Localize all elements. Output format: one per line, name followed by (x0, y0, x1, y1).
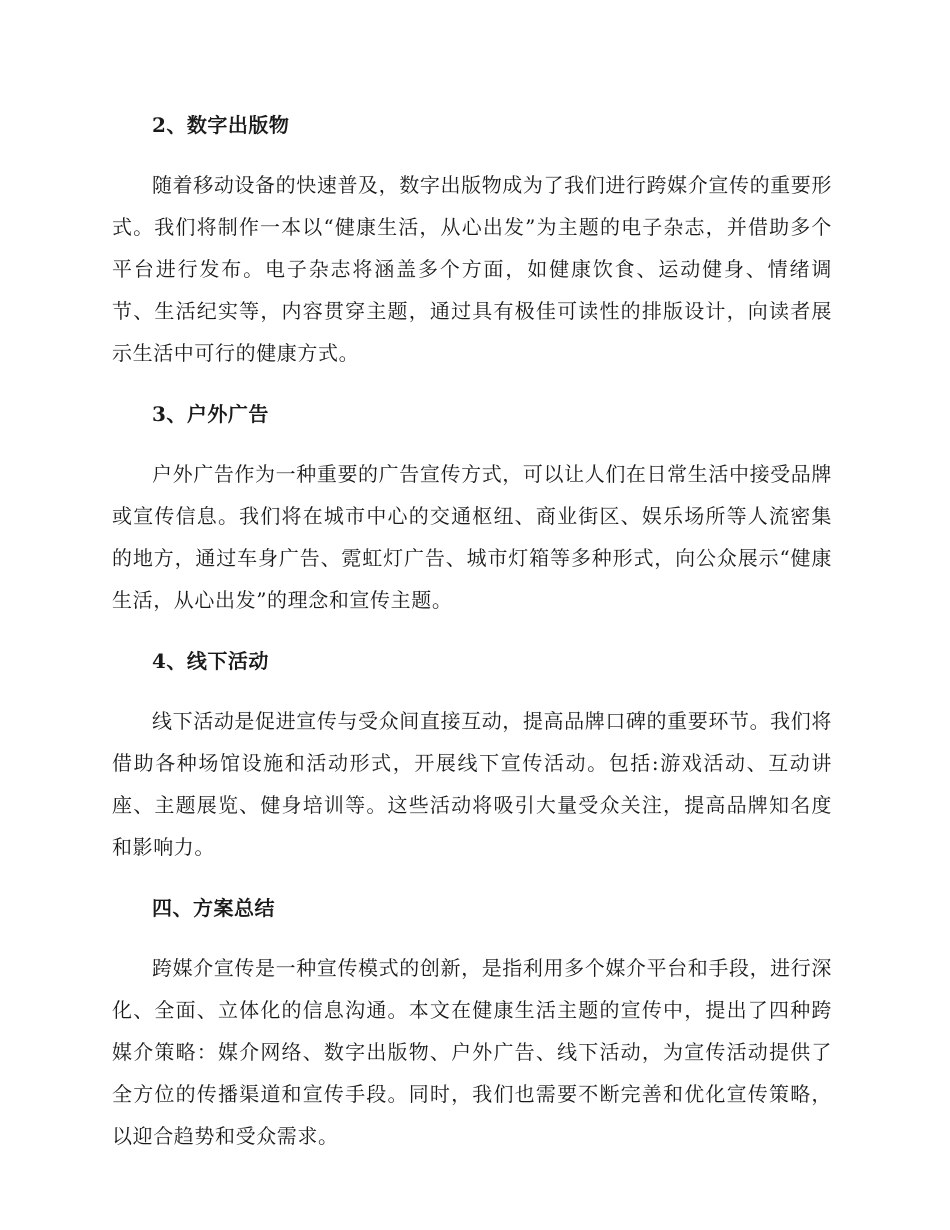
section-digital-publications (112, 104, 832, 374)
section-outdoor-advertising (112, 393, 832, 621)
section-heading: 3、户外广告 (152, 402, 269, 426)
section-plan-summary (112, 887, 832, 1157)
section-heading: 4、线下活动 (152, 649, 269, 673)
section-heading: 2、数字出版物 (152, 113, 290, 137)
section-heading: 四、方案总结 (152, 896, 275, 920)
section-paragraph: 跨媒介宣传是一种宣传模式的创新，是指利用多个媒介平台和手段，进行深化、全面、立体化的信息沟通。本文在健康生活主题的宣传中，提出了四种跨媒介策略：媒介网络、数字出版物、户外广告、线下活动，为宣传活动提供了全方位的传播渠道和宣传手段。同时，我们也需要不断完善和优化宣传策略，以迎合趋势和受众需求。 (112, 956, 832, 1148)
section-paragraph: 线下活动是促进宣传与受众间直接互动，提高品牌口碑的重要环节。我们将借助各种场馆设施和活动形式，开展线下宣传活动。包括:游戏活动、互动讲座、主题展览、健身培训等。这些活动将吸引大量受众关注，提高品牌知名度和影响力。 (112, 709, 832, 859)
section-paragraph: 随着移动设备的快速普及，数字出版物成为了我们进行跨媒介宣传的重要形式。我们将制作一本以“健康生活，从心出发”为主题的电子杂志，并借助多个平台进行发布。电子杂志将涵盖多个方面，如健康饮食、运动健身、情绪调节、生活纪实等，内容贯穿主题，通过具有极佳可读性的排版设计，向读者展示生活中可行的健康方式。 (112, 173, 832, 365)
section-offline-activities (112, 640, 832, 868)
document-page (112, 104, 832, 1176)
section-paragraph: 户外广告作为一种重要的广告宣传方式，可以让人们在日常生活中接受品牌或宣传信息。我们将在城市中心的交通枢纽、商业街区、娱乐场所等人流密集的地方，通过车身广告、霓虹灯广告、城市灯箱等多种形式，向公众展示“健康生活，从心出发”的理念和宣传主题。 (112, 462, 832, 612)
